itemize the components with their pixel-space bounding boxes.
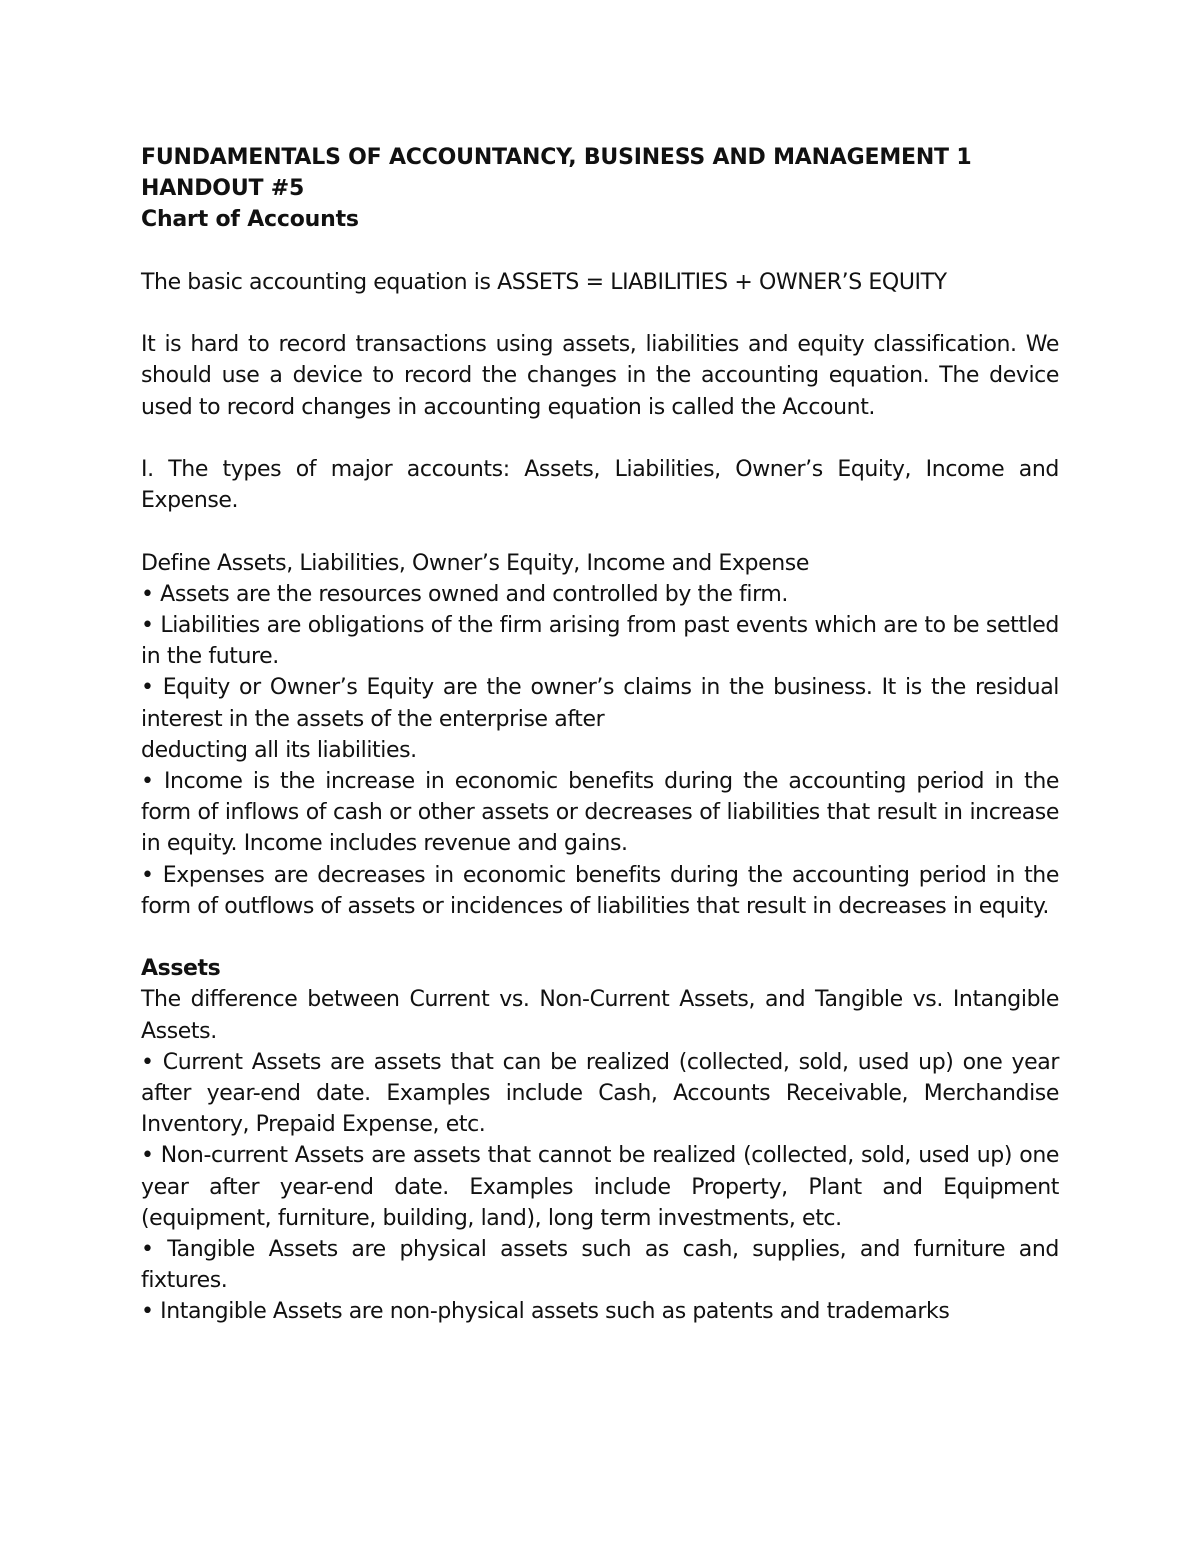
bullet-expenses: • Expenses are decreases in economic benefits during the accounting period in the form of outflows of assets or incidences of liabilities that result in decreases in equity. — [141, 862, 1059, 919]
handout-number: HANDOUT #5 — [141, 176, 305, 202]
define-line: Define Assets, Liabilities, Owner’s Equity, Income and Expense — [141, 550, 809, 576]
spacer — [141, 423, 1059, 454]
types-heading: I. The types of major accounts: Assets, Liabilities, Owner’s Equity, Income and Expense. — [141, 456, 1059, 514]
bullet-tangible-assets: • Tangible Assets are physical assets such as cash, supplies, and furniture and fixtures. — [141, 1237, 1059, 1294]
bullet-intangible-assets: • Intangible Assets are non-physical assets such as patents and trademarks — [141, 1299, 950, 1325]
bullet-equity-continued: deducting all its liabilities. — [141, 737, 417, 763]
bullet-income: • Income is the increase in economic benefits during the accounting period in the form of inflows of cash or other assets or decreases of liabilities that result in increase in equity. Income includes revenue and gains. — [141, 769, 1059, 857]
spacer — [141, 298, 1059, 329]
assets-intro: The difference between Current vs. Non-Current Assets, and Tangible vs. Intangible Assets. — [141, 987, 1059, 1044]
accounting-equation: The basic accounting equation is ASSETS = LIABILITIES + OWNER’S EQUITY — [141, 269, 947, 295]
spacer — [141, 236, 1059, 267]
bullet-current-assets: • Current Assets are assets that can be realized (collected, sold, used up) one year after year-end date. Examples include Cash, Accounts Receivable, Merchandise Inventory, Prepaid Expense, etc. — [141, 1049, 1059, 1138]
course-title: FUNDAMENTALS OF ACCOUNTANCY, BUSINESS AND MANAGEMENT 1 — [141, 145, 972, 170]
bullet-liabilities: • Liabilities are obligations of the firm arising from past events which are to be settled in the future. — [141, 612, 1059, 670]
bullet-noncurrent-assets: • Non-current Assets are assets that cannot be realized (collected, sold, used up) one year after year-end date. Examples include Property, Plant and Equipment (equipment, furniture, building, land), long term investments, etc. — [141, 1143, 1059, 1231]
spacer — [141, 516, 1059, 547]
bullet-assets: • Assets are the resources owned and controlled by the firm. — [141, 581, 788, 607]
bullet-equity: • Equity or Owner’s Equity are the owner’s claims in the business. It is the residual interest in the assets of the enterprise after — [141, 675, 1059, 732]
handout-page — [141, 142, 1059, 1328]
account-paragraph: It is hard to record transactions using assets, liabilities and equity classification. We should use a device to record the changes in the accounting equation. The device used to record changes in accounting equation is called the Account. — [141, 332, 1059, 420]
handout-topic: Chart of Accounts — [141, 207, 359, 233]
spacer — [141, 922, 1059, 953]
assets-section-title: Assets — [141, 956, 221, 982]
